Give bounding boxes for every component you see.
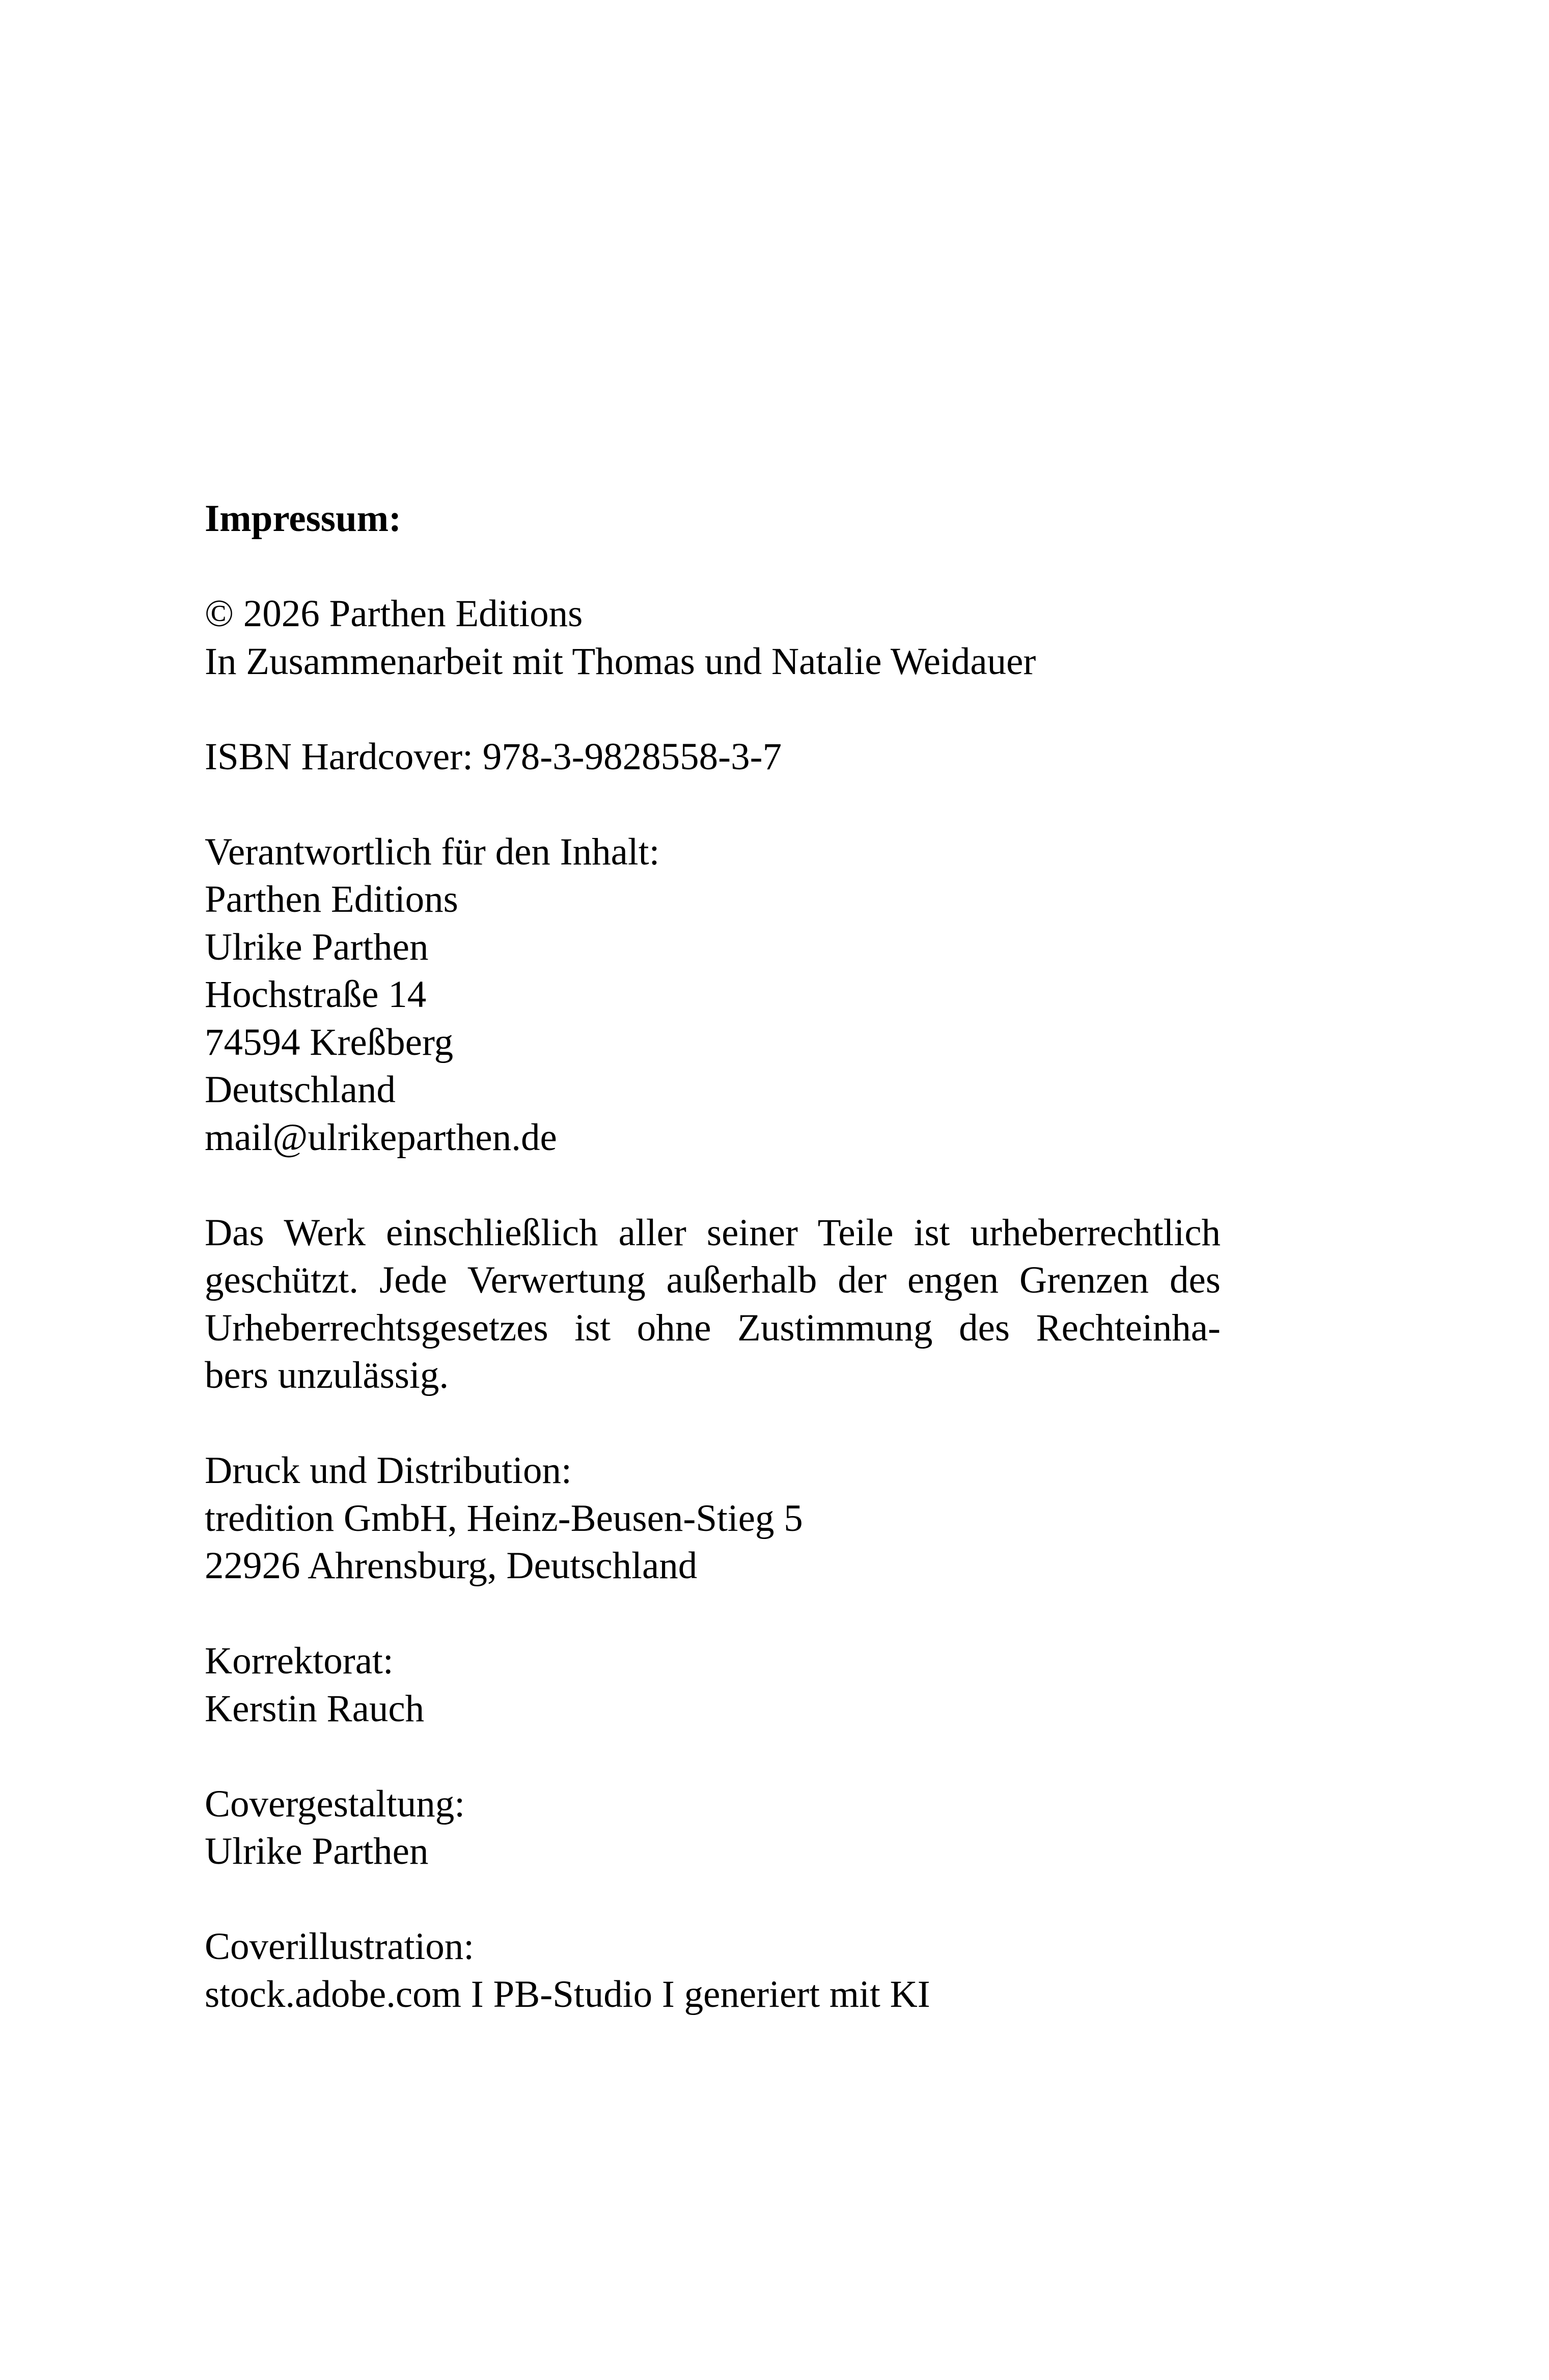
notice-line: Urheberrechtsgesetzes ist ohne Zustimmung des Rechteinha- <box>205 1306 1221 1349</box>
street-address: Hochstraße 14 <box>205 973 427 1016</box>
publisher-name: Parthen Editions <box>205 878 458 920</box>
spacer <box>205 685 1243 733</box>
spacer <box>205 1732 1243 1780</box>
cover-design-block <box>205 1780 1243 1875</box>
notice-line: Das Werk einschließlich aller seiner Teile ist urheberrechtlich <box>205 1211 1221 1254</box>
spacer <box>205 1399 1243 1447</box>
copyright-line: © 2026 Parthen Editions <box>205 593 583 635</box>
postal-city: 74594 Kreßberg <box>205 1021 454 1063</box>
notice-line: geschützt. Jede Verwertung außerhalb der engen Grenzen des <box>205 1259 1221 1301</box>
copyright-notice-paragraph <box>205 1209 1243 1399</box>
isbn-line: ISBN Hardcover: 978-3-9828558-3-7 <box>205 735 782 778</box>
distribution-label: Druck und Distribution: <box>205 1449 572 1492</box>
spacer <box>205 780 1243 828</box>
proofreading-label: Korrektorat: <box>205 1640 394 1682</box>
spacer <box>205 1875 1243 1923</box>
cover-illustration-label: Coverillustration: <box>205 1925 475 1968</box>
notice-line: bers unzulässig. <box>205 1354 449 1396</box>
spacer <box>205 1161 1243 1209</box>
cover-illustration-block <box>205 1923 1243 2018</box>
proofreading-block <box>205 1637 1243 1732</box>
imprint-content <box>205 495 1243 2018</box>
copyright-block <box>205 590 1243 685</box>
proofreader-name: Kerstin Rauch <box>205 1687 425 1730</box>
spacer <box>205 543 1243 591</box>
distribution-block <box>205 1447 1243 1590</box>
cover-illustration-credit: stock.adobe.com I PB-Studio I generiert mit KI <box>205 1973 930 2015</box>
email-address: mail@ulrikeparthen.de <box>205 1116 557 1159</box>
contact-person: Ulrike Parthen <box>205 926 429 968</box>
spacer <box>205 1590 1243 1638</box>
collaboration-line: In Zusammenarbeit mit Thomas und Natalie Weidauer <box>205 640 1036 683</box>
imprint-heading: Impressum: <box>205 497 402 540</box>
country: Deutschland <box>205 1069 396 1111</box>
responsible-block <box>205 828 1243 1162</box>
responsible-label: Verantwortlich für den Inhalt: <box>205 830 660 873</box>
distributor-city: 22926 Ahrensburg, Deutschland <box>205 1545 698 1587</box>
cover-design-label: Covergestaltung: <box>205 1782 465 1825</box>
distributor-address: tredition GmbH, Heinz-Beusen-Stieg 5 <box>205 1497 803 1539</box>
cover-designer-name: Ulrike Parthen <box>205 1830 429 1872</box>
